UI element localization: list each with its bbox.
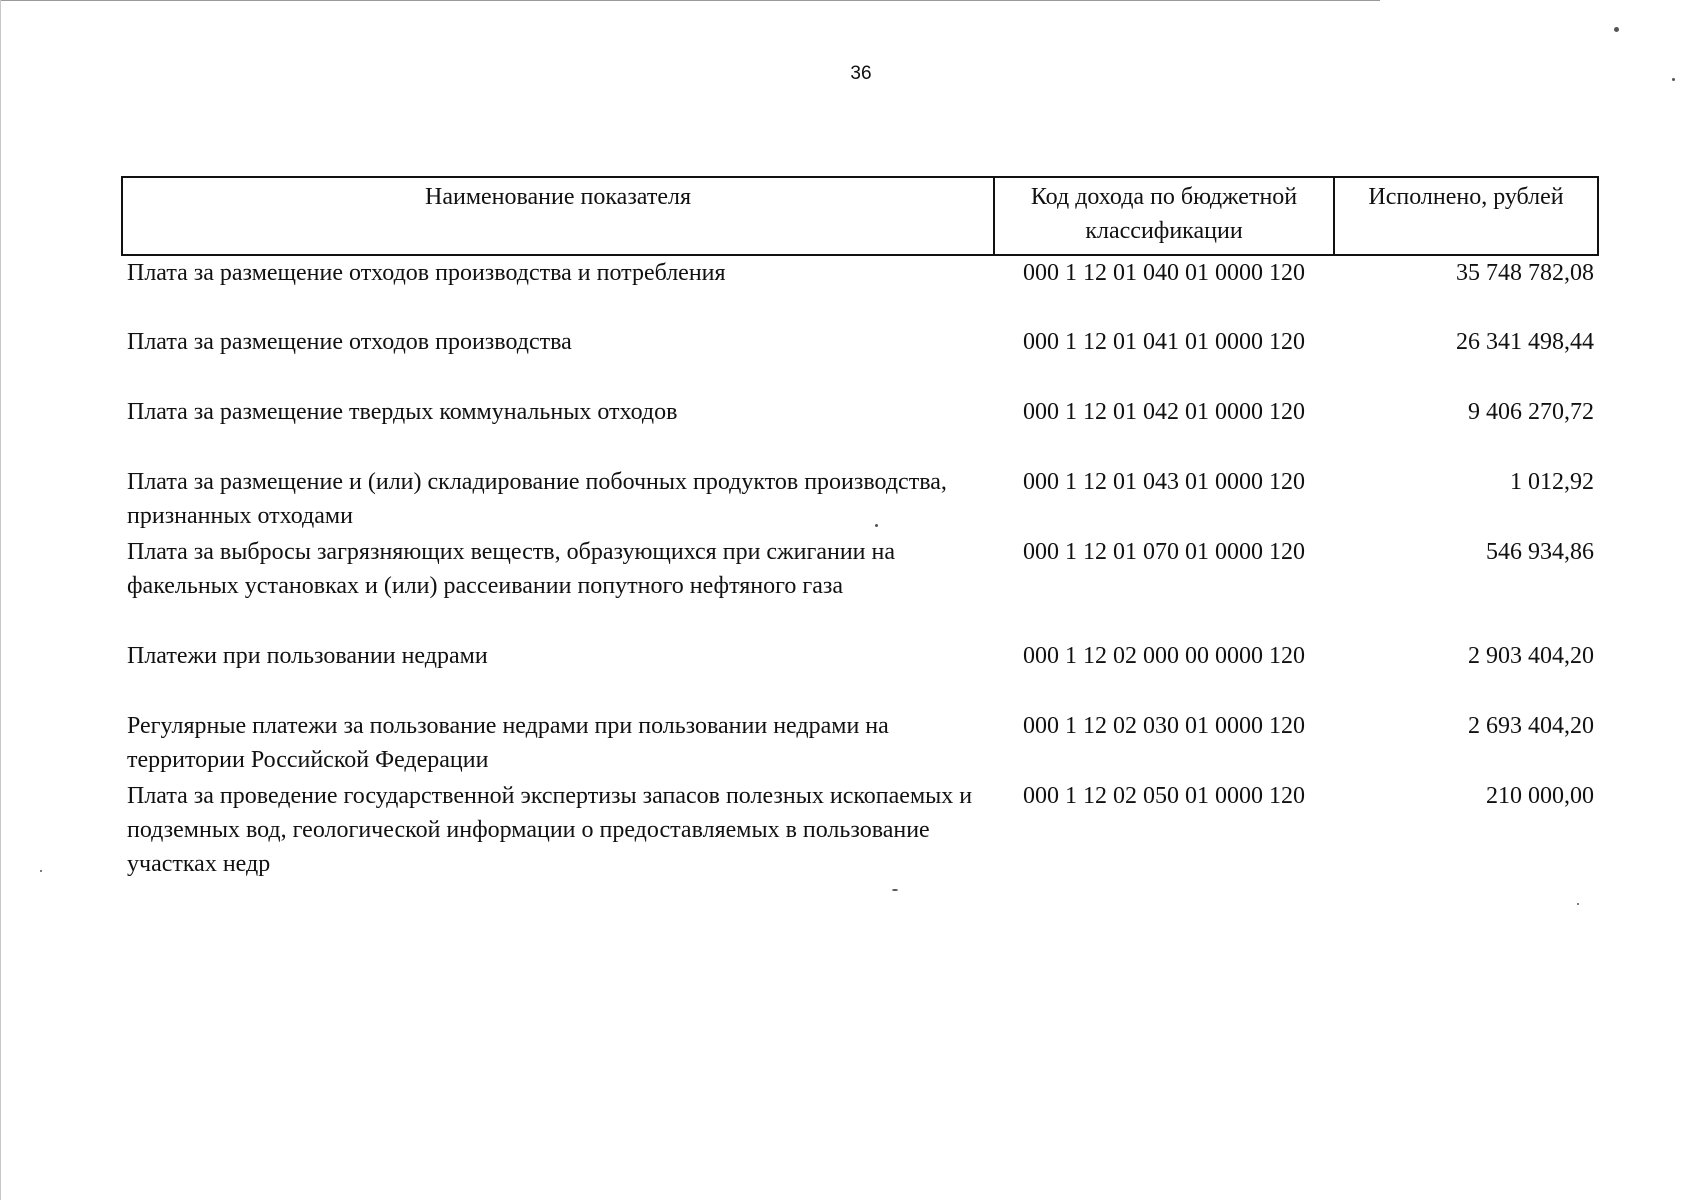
revenue-code: 000 1 12 01 042 01 0000 120 xyxy=(1023,399,1305,425)
header-executed-amount: Исполнено, рублей xyxy=(1334,177,1598,255)
revenue-code: 000 1 12 01 040 01 0000 120 xyxy=(1023,260,1305,286)
scan-top-edge xyxy=(0,0,1380,1)
executed-amount: 1 012,92 xyxy=(1510,469,1594,495)
revenue-code: 000 1 12 01 041 01 0000 120 xyxy=(1023,329,1305,355)
table-header xyxy=(122,177,1598,255)
indicator-name: Плата за выбросы загрязняющих веществ, образующихся при сжигании на факельных установках и (или) рассеивании попутного нефтяного газа xyxy=(127,539,896,599)
table-row xyxy=(122,779,1598,883)
scan-speck xyxy=(1672,78,1675,81)
indicator-name: Платежи при пользовании недрами xyxy=(127,643,488,669)
executed-amount: 26 341 498,44 xyxy=(1456,329,1594,355)
executed-amount: 9 406 270,72 xyxy=(1468,399,1594,425)
table-row xyxy=(122,255,1598,325)
executed-amount: 546 934,86 xyxy=(1486,539,1594,565)
executed-amount: 2 693 404,20 xyxy=(1468,713,1594,739)
table-row xyxy=(122,535,1598,639)
revenue-code: 000 1 12 02 030 01 0000 120 xyxy=(1023,713,1305,739)
indicator-name: Плата за размещение твердых коммунальных отходов xyxy=(127,399,678,425)
table-row xyxy=(122,465,1598,535)
indicator-name: Плата за размещение отходов производства xyxy=(127,329,572,355)
revenue-code: 000 1 12 01 070 01 0000 120 xyxy=(1023,539,1305,565)
document-body xyxy=(121,176,1597,883)
scan-speck xyxy=(40,870,42,872)
table-row xyxy=(122,639,1598,709)
revenue-code: 000 1 12 01 043 01 0000 120 xyxy=(1023,469,1305,495)
executed-amount: 35 748 782,08 xyxy=(1456,260,1594,286)
scan-speck xyxy=(1577,903,1579,905)
table-row xyxy=(122,709,1598,779)
indicator-name: Плата за проведение государственной экспертизы запасов полезных ископаемых и подземных вод, геологической информации о предоставляемых в пользование участках недр xyxy=(127,783,973,877)
executed-amount: 210 000,00 xyxy=(1486,783,1594,809)
scan-left-edge xyxy=(0,0,1,1200)
indicator-name: Регулярные платежи за пользование недрами при пользовании недрами на территории Российской Федерации xyxy=(127,713,889,773)
executed-amount: 2 903 404,20 xyxy=(1468,643,1594,669)
page-number: 36 xyxy=(850,63,872,84)
scan-speck xyxy=(1614,27,1619,32)
indicator-name: Плата за размещение и (или) складирование побочных продуктов производства, признанных отходами xyxy=(127,469,947,529)
indicator-name: Плата за размещение отходов производства и потребления xyxy=(127,260,726,286)
scan-speck xyxy=(875,524,878,527)
revenue-table xyxy=(121,176,1599,883)
table-row xyxy=(122,325,1598,395)
header-indicator-name: Наименование показателя xyxy=(122,177,994,255)
revenue-code: 000 1 12 02 000 00 0000 120 xyxy=(1023,643,1305,669)
table-body xyxy=(122,255,1598,883)
header-row xyxy=(122,177,1598,255)
revenue-code: 000 1 12 02 050 01 0000 120 xyxy=(1023,783,1305,809)
table-row xyxy=(122,395,1598,465)
scan-speck xyxy=(892,889,898,891)
header-revenue-code: Код дохода по бюджетной классификации xyxy=(994,177,1334,255)
